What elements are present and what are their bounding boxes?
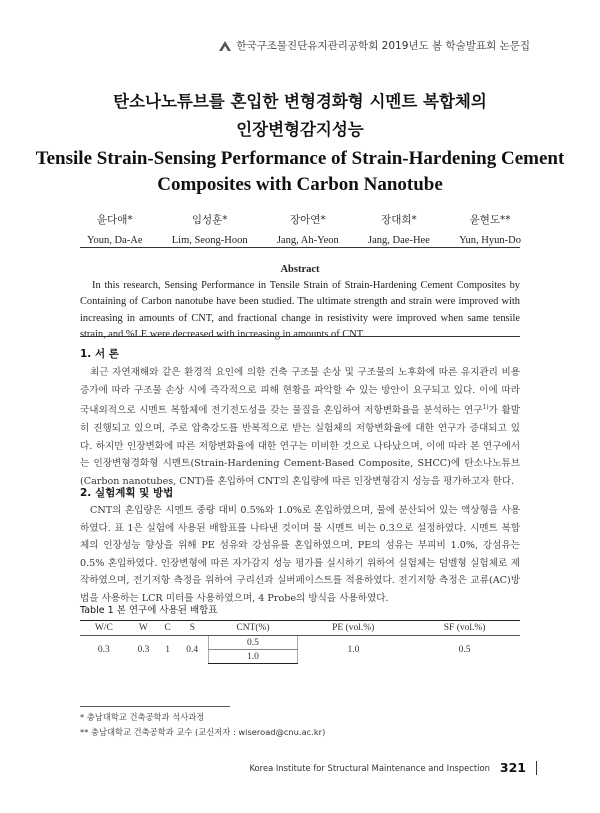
column-header: S	[176, 621, 209, 636]
page-number: 321	[499, 760, 526, 775]
author	[87, 212, 143, 246]
author-english-name: Lim, Seong-Hoon	[171, 235, 248, 246]
page-footer	[249, 760, 537, 775]
abstract-top-rule	[80, 247, 520, 248]
abstract-heading: Abstract	[280, 264, 320, 275]
table-header-row	[80, 621, 520, 636]
cell-pe: 1.0	[347, 644, 360, 655]
section-body-methods: CNT의 혼입량은 시멘트 중량 대비 0.5%와 1.0%로 혼입하였으며, 물에 분산되어 있는 액상형을 사용하였다. 표 1은 실험에 사용된 배합표를 나타낸 것이며 물 시멘트 비는 0.3으로 설정하였다. 시멘트 복합체의 인장성능 향상을 위해 PE 섬유와 강섬유를 혼입하였으며, PE의 섬유는 부피비 1.0%, 강섬유는 0.5% 혼입하였다. 인장변형에 따른 자가감지 성능 평가를 실시하기 위하여 실험체는 덤벨형 실험체로 제작하였으며, 전기저항 측정을 위하여 구리선과 실버페이스트를 적용하였다. 전기저항 측정은 교류(AC)방법을 사용하는 LCR 미터를 사용하였으며, 4 Probe의 방식을 사용하였다.	[80, 505, 520, 604]
section-body-introduction	[80, 364, 520, 490]
cell-s: 0.4	[186, 644, 199, 655]
abstract-bottom-rule	[80, 336, 520, 337]
author	[172, 212, 248, 246]
author-korean-name: 장대희*	[381, 214, 417, 226]
author	[277, 212, 339, 246]
column-header: CNT(%)	[209, 621, 297, 636]
citation-mark: 1)	[482, 404, 489, 412]
cell-sf: 0.5	[458, 644, 471, 655]
column-header: SF (vol.%)	[409, 621, 520, 636]
author-korean-name: 윤다애*	[96, 214, 133, 226]
table-caption: Table 1 본 연구에 사용된 배합표	[80, 605, 218, 616]
author-english-name: Youn, Da-Ae	[87, 235, 143, 246]
author	[459, 212, 521, 246]
korean-title-line1: 탄소나노튜브를 혼입한 변형경화형 시멘트 복합체의	[113, 92, 487, 111]
author-english-name: Jang, Ah-Yeon	[276, 235, 339, 246]
english-title-line2: Composites with Carbon Nanotube	[157, 174, 443, 195]
korean-title-line2: 인장변형감지성능	[236, 120, 364, 139]
mix-proportion-table	[80, 620, 520, 664]
arrow-triangle-icon	[219, 41, 231, 51]
footnote-rule	[80, 706, 230, 707]
column-header: C	[159, 621, 176, 636]
column-header: W/C	[80, 621, 128, 636]
english-title-line1: Tensile Strain-Sensing Performance of Strain-Hardening Cement	[35, 148, 565, 169]
intro-text-part2: 가 활발히 진행되고 있으며, 주로 압축강도를 반복적으로 받는 실험체의 저항변화율에 대한 연구가 증대되고 있다. 하지만 인장변화에 따른 저항변화율에 대한 연구는 미비한 것으로 나타났으며, 이에 따라 본 연구에서는 인장변형경화형 시멘트(Strain-Hardening Cement-Based Composite, SHCC)에 탄소나노튜브(Carbon nanotubes, CNT)를 혼입하여 CNT의 혼입량에 따른 인장변형감지 성능을 평가하고자 한다.	[80, 405, 520, 487]
cell-c: 1	[165, 644, 170, 655]
column-header: W	[128, 621, 160, 636]
cell-cnt: 0.5	[209, 636, 297, 650]
section-heading-methods: 2. 실험계획 및 방법	[80, 487, 174, 499]
author-korean-name: 임성훈*	[191, 214, 228, 226]
table-row	[80, 636, 520, 650]
section-heading-introduction: 1. 서 론	[80, 348, 119, 360]
column-header: PE (vol.%)	[297, 621, 409, 636]
footer-organization: Korea Institute for Structural Maintenance and Inspection	[249, 762, 490, 773]
cell-wc: 0.3	[97, 644, 110, 655]
author-english-name: Yun, Hyun-Do	[459, 235, 521, 246]
footnote: * 충남대학교 건축공학과 석사과정	[80, 712, 205, 722]
author-korean-name: 윤현도**	[469, 214, 511, 226]
author-english-name: Jang, Dae-Hee	[368, 235, 430, 246]
author	[368, 212, 430, 246]
journal-header	[219, 38, 530, 53]
author-list	[87, 212, 521, 246]
cell-w: 0.3	[137, 644, 150, 655]
abstract-text: In this research, Sensing Performance in Tensile Strain of Strain-Hardening Cement Composites by Containing of Carbon nanotube have been studied. The ultimate strength and strain were improved with increasing in amounts of CNT, and fractional change in resistivity were improved when same tensile strain, and %LE were decreased with increasing in amounts of CNT.	[80, 280, 520, 340]
journal-name: 한국구조물진단유지관리공학회 2019년도 봄 학술발표회 논문집	[236, 40, 530, 52]
author-korean-name: 장아연*	[289, 214, 326, 226]
cell-cnt: 1.0	[209, 650, 297, 664]
footnote: ** 충남대학교 건축공학과 교수 (교신저자 : wiseroad@cnu.ac.kr)	[80, 727, 326, 737]
intro-text-part1: 최근 자연재해와 같은 환경적 요인에 의한 건축 구조물 손상 및 구조물의 노후화에 따른 유지관리 비용 증가에 따라 구조물 손상 시에 즉각적으로 피해 현황을 파악할 수 있는 방안이 요구되고 있다. 이에 따라 국내외적으로 시멘트 복합체에 전기전도성을 갖는 물질을 혼입하여 저항변화율을 분석하는 연구	[80, 367, 520, 417]
footer-divider	[536, 761, 537, 775]
